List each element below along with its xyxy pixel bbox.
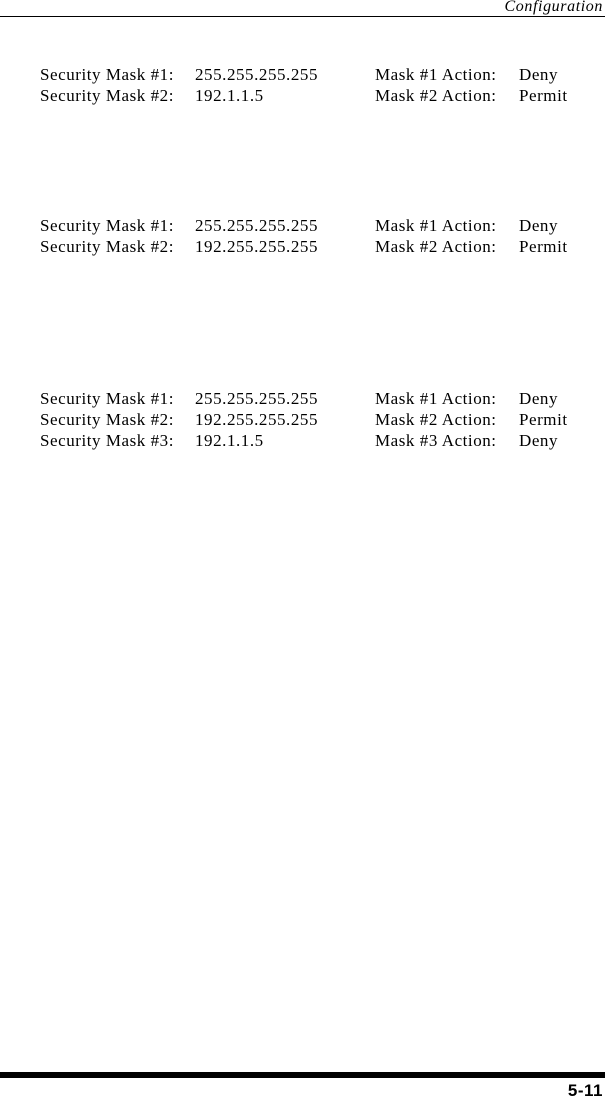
header-title: Configuration	[504, 0, 603, 15]
action-label: Mask #1 Action:	[375, 389, 497, 408]
mask-ip: 192.255.255.255	[195, 410, 318, 429]
footer-rule	[0, 1072, 605, 1078]
mask-label: Security Mask #1:	[40, 216, 175, 235]
mask-row	[40, 64, 600, 85]
action-label: Mask #2 Action:	[375, 237, 497, 256]
action-label: Mask #1 Action:	[375, 65, 497, 84]
mask-row	[40, 430, 600, 451]
security-mask-example-3	[40, 388, 600, 451]
mask-row	[40, 409, 600, 430]
page-number: 5-11	[567, 1081, 603, 1100]
action-value: Permit	[519, 237, 568, 256]
action-value: Permit	[519, 86, 568, 105]
mask-row	[40, 215, 600, 236]
mask-ip: 255.255.255.255	[195, 389, 318, 408]
page-header	[0, 0, 605, 17]
mask-ip: 192.255.255.255	[195, 237, 318, 256]
action-label: Mask #1 Action:	[375, 216, 497, 235]
action-value: Deny	[519, 65, 559, 84]
action-label: Mask #3 Action:	[375, 431, 497, 450]
action-value: Deny	[519, 216, 559, 235]
mask-label: Security Mask #2:	[40, 86, 175, 105]
security-mask-example-2	[40, 215, 600, 257]
mask-label: Security Mask #2:	[40, 410, 175, 429]
action-label: Mask #2 Action:	[375, 86, 497, 105]
mask-row	[40, 388, 600, 409]
mask-ip: 255.255.255.255	[195, 216, 318, 235]
security-mask-example-1	[40, 64, 600, 106]
mask-ip: 255.255.255.255	[195, 65, 318, 84]
mask-row	[40, 236, 600, 257]
mask-label: Security Mask #1:	[40, 389, 175, 408]
mask-label: Security Mask #3:	[40, 431, 175, 450]
mask-ip: 192.1.1.5	[195, 86, 264, 105]
mask-label: Security Mask #2:	[40, 237, 175, 256]
mask-ip: 192.1.1.5	[195, 431, 264, 450]
mask-row	[40, 85, 600, 106]
action-value: Deny	[519, 431, 559, 450]
action-value: Permit	[519, 410, 568, 429]
action-label: Mask #2 Action:	[375, 410, 497, 429]
action-value: Deny	[519, 389, 559, 408]
mask-label: Security Mask #1:	[40, 65, 175, 84]
